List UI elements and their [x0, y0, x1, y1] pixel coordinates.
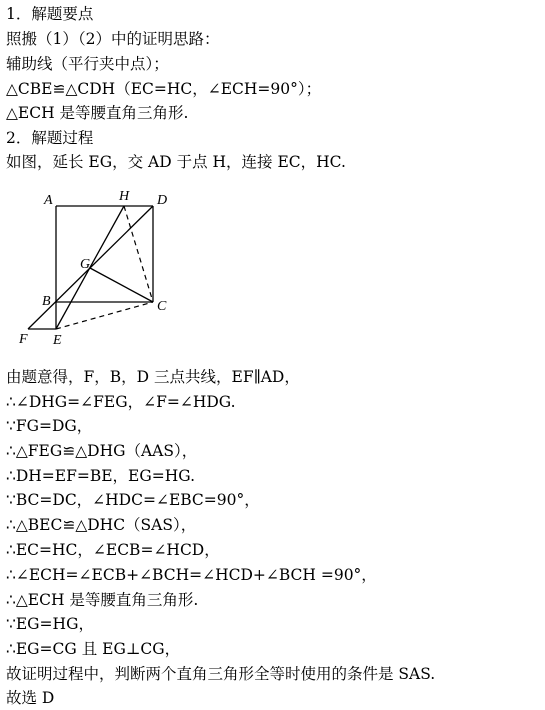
- text-line: ∴△ECH 是等腰直角三角形.: [6, 591, 199, 609]
- label-a: A: [44, 193, 53, 208]
- text-line: △ECH 是等腰直角三角形.: [6, 104, 189, 122]
- text-line: ∴∠ECH=∠ECB+∠BCH=∠HCD+∠BCH =90°，: [6, 566, 377, 584]
- text-line: 照搬（1）（2）中的证明思路：: [6, 30, 220, 48]
- geometry-figure: [0, 180, 200, 350]
- text-line: ∴EC=HC，∠ECB=∠HCD，: [6, 541, 220, 559]
- text-line: 故证明过程中，判断两个直角三角形全等时使用的条件是 SAS.: [6, 665, 436, 683]
- label-h: H: [119, 189, 130, 204]
- answer-line: 故选 D: [6, 689, 55, 707]
- text-line: △CBE≌△CDH（EC=HC，∠ECH=90°）；: [6, 80, 322, 98]
- text-line: 辅助线（平行夹中点）；: [6, 55, 169, 73]
- text-line: ∴EG=CG 且 EG⊥CG，: [6, 640, 181, 658]
- heading-process: 2．解题过程: [6, 129, 94, 147]
- dashed-ec: [56, 302, 153, 329]
- text-line: ∵BC=DC，∠HDC=∠EBC=90°，: [6, 491, 260, 509]
- label-b: B: [42, 294, 51, 309]
- text-line: 如图，延长 EG，交 AD 于点 H，连接 EC，HC.: [6, 153, 346, 171]
- segment-gc: [90, 268, 153, 302]
- text-line: 由题意得，F，B，D 三点共线，EF∥AD，: [6, 368, 300, 386]
- text-line: ∴△BEC≌△DHC（SAS），: [6, 516, 197, 534]
- label-c: C: [157, 299, 167, 314]
- label-f: F: [19, 332, 28, 347]
- text-line: ∴∠DHG=∠FEG，∠F=∠HDG.: [6, 393, 236, 411]
- text-line: ∴DH=EF=BE，EG=HG.: [6, 467, 196, 485]
- text-line: ∴△FEG≌△DHG（AAS），: [6, 442, 198, 460]
- label-g: G: [80, 257, 91, 272]
- label-d: D: [157, 193, 168, 208]
- text-line: ∵FG=DG，: [6, 417, 93, 435]
- text-line: ∵EG=HG，: [6, 615, 94, 633]
- label-e: E: [53, 333, 62, 348]
- heading-key-points: 1．解题要点: [6, 5, 94, 23]
